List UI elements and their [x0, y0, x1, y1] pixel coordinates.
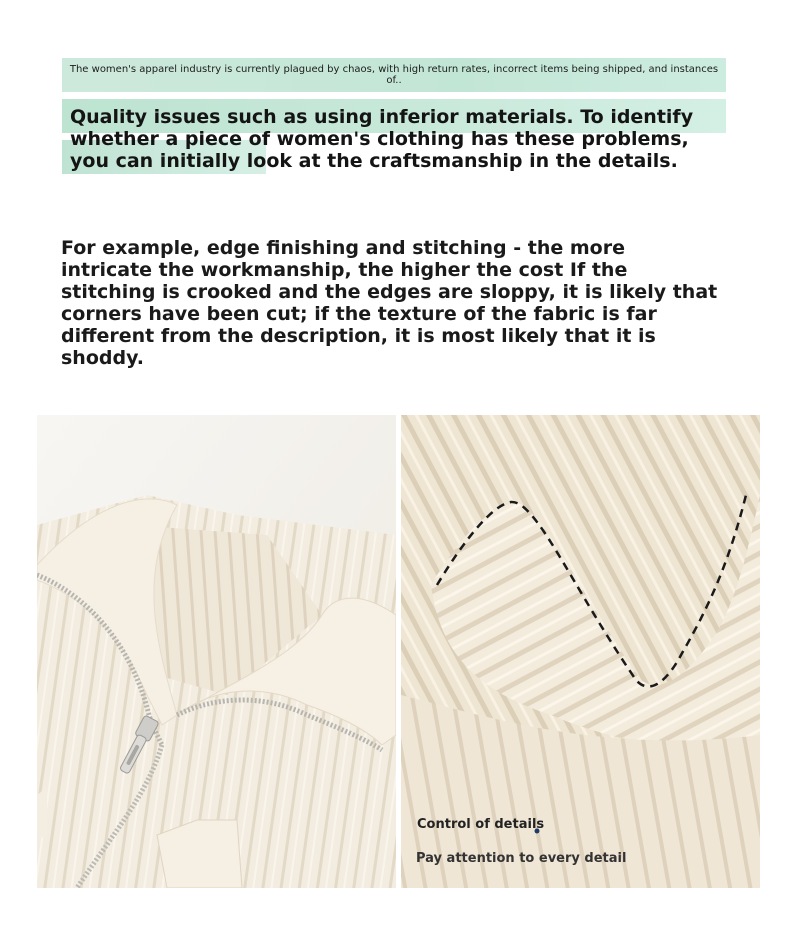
- headline: Quality issues such as using inferior materials. To identify whether a piece of women's clothing has these problems, you can initially look at the craftsmanship in the details.: [70, 106, 694, 172]
- body-paragraph: For example, edge finishing and stitching - the more intricate the workmanship, the higher the cost If the stitching is crooked and the edges are sloppy, it is likely that corners have been cut; if the texture of the fabric is far different from the description, it is most likely that it is shoddy.: [61, 237, 718, 369]
- caption-pay-attention: Pay attention to every detail: [416, 851, 627, 866]
- intro-text: The women's apparel industry is currently plagued by chaos, with high return rates, incorrect items being shipped, and instances of..: [69, 64, 719, 86]
- sweater-collar-photo: [37, 415, 396, 888]
- caption-control-of-details: Control of details: [417, 817, 545, 832]
